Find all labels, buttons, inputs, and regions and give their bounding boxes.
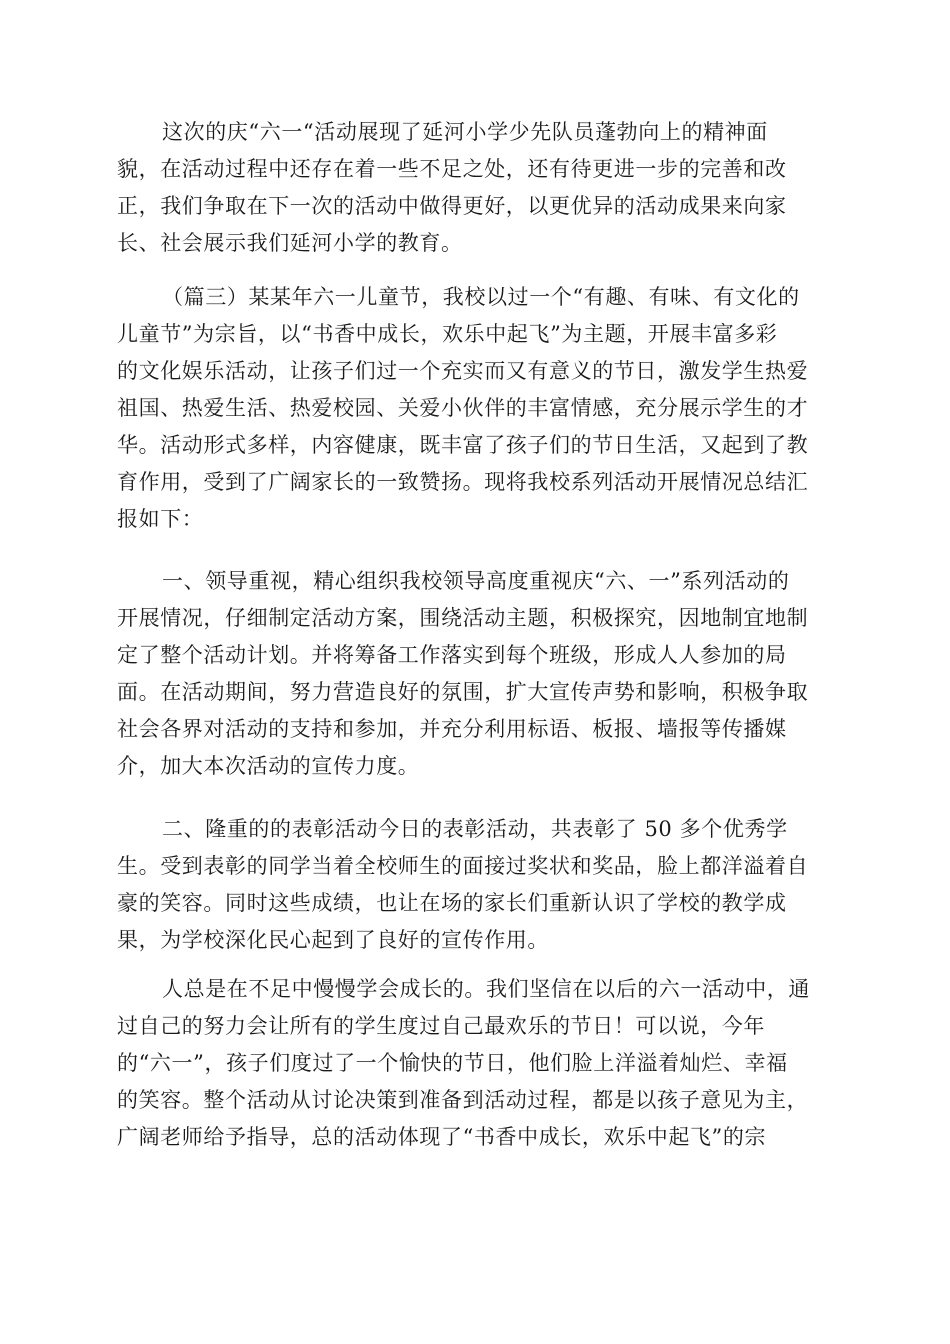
text-line: 介，加大本次活动的宣传力度。 — [117, 754, 420, 778]
text-line: 人总是在不足中慢慢学会成长的。我们坚信在以后的六一活动中，通 — [162, 977, 810, 1001]
text-line: 社会各界对活动的支持和参加，并充分利用标语、板报、墙报等传播媒 — [117, 717, 787, 741]
text-line: 的笑容。整个活动从讨论决策到准备到活动过程，都是以孩子意见为主， — [117, 1088, 809, 1112]
text-line: 面。在活动期间，努力营造良好的氛围，扩大宣传声势和影响，积极争取 — [117, 680, 809, 704]
text-line: 儿童节”为宗旨，以“书香中成长，欢乐中起飞”为主题，开展丰富多彩 — [117, 322, 778, 346]
paragraph-4 — [117, 811, 833, 959]
text-line: 生。受到表彰的同学当着全校师生的面接过奖状和奖品，脸上都洋溢着自 — [117, 854, 809, 878]
text-line: 正，我们争取在下一次的活动中做得更好，以更优异的活动成果来向家 — [117, 194, 787, 218]
text-line: 开展情况，仔细制定活动方案，围绕活动主题，积极探究，因地制宜地制 — [117, 606, 809, 630]
text-line: 一、领导重视，精心组织我校领导高度重视庆“六、一”系列活动的 — [162, 569, 790, 593]
text-line: 广阔老师给予指导，总的活动体现了“书香中成长，欢乐中起飞”的宗 — [117, 1125, 767, 1149]
text-line: 二、隆重的的表彰活动今日的表彰活动，共表彰了 50 多个优秀学 — [162, 817, 788, 841]
text-line: 祖国、热爱生活、热爱校园、关爱小伙伴的丰富情感，充分展示学生的才 — [117, 396, 809, 420]
text-line: 貌，在活动过程中还存在着一些不足之处，还有待更进一步的完善和改 — [117, 157, 787, 181]
paragraph-1 — [117, 114, 833, 262]
text-line: 的“六一”，孩子们度过了一个愉快的节日，他们脸上洋溢着灿烂、幸福 — [117, 1051, 788, 1075]
text-line: 华。活动形式多样，内容健康，既丰富了孩子们的节日生活，又起到了教 — [117, 433, 809, 457]
text-line: 育作用，受到了广阔家长的一致赞扬。现将我校系列活动开展情况总结汇 — [117, 470, 809, 494]
paragraph-3 — [117, 563, 833, 785]
text-line: （篇三）某某年六一儿童节，我校以过一个“有趣、有味、有文化的 — [162, 285, 800, 309]
text-line: 报如下： — [117, 507, 204, 531]
text-line: 定了整个活动计划。并将筹备工作落实到每个班级，形成人人参加的局 — [117, 643, 787, 667]
paragraph-5 — [117, 971, 833, 1156]
text-line: 长、社会展示我们延河小学的教育。 — [117, 231, 463, 255]
text-line: 果，为学校深化民心起到了良好的宣传作用。 — [117, 928, 549, 952]
paragraph-2 — [117, 279, 833, 538]
text-line: 这次的庆“六一“活动展现了延河小学少先队员蓬勃向上的精神面 — [162, 120, 768, 144]
text-line: 的文化娱乐活动，让孩子们过一个充实而又有意义的节日，激发学生热爱 — [117, 359, 809, 383]
text-line: 过自己的努力会让所有的学生度过自己最欢乐的节日！可以说，今年 — [117, 1014, 765, 1038]
text-line: 豪的笑容。同时这些成绩，也让在场的家长们重新认识了学校的教学成 — [117, 891, 787, 915]
